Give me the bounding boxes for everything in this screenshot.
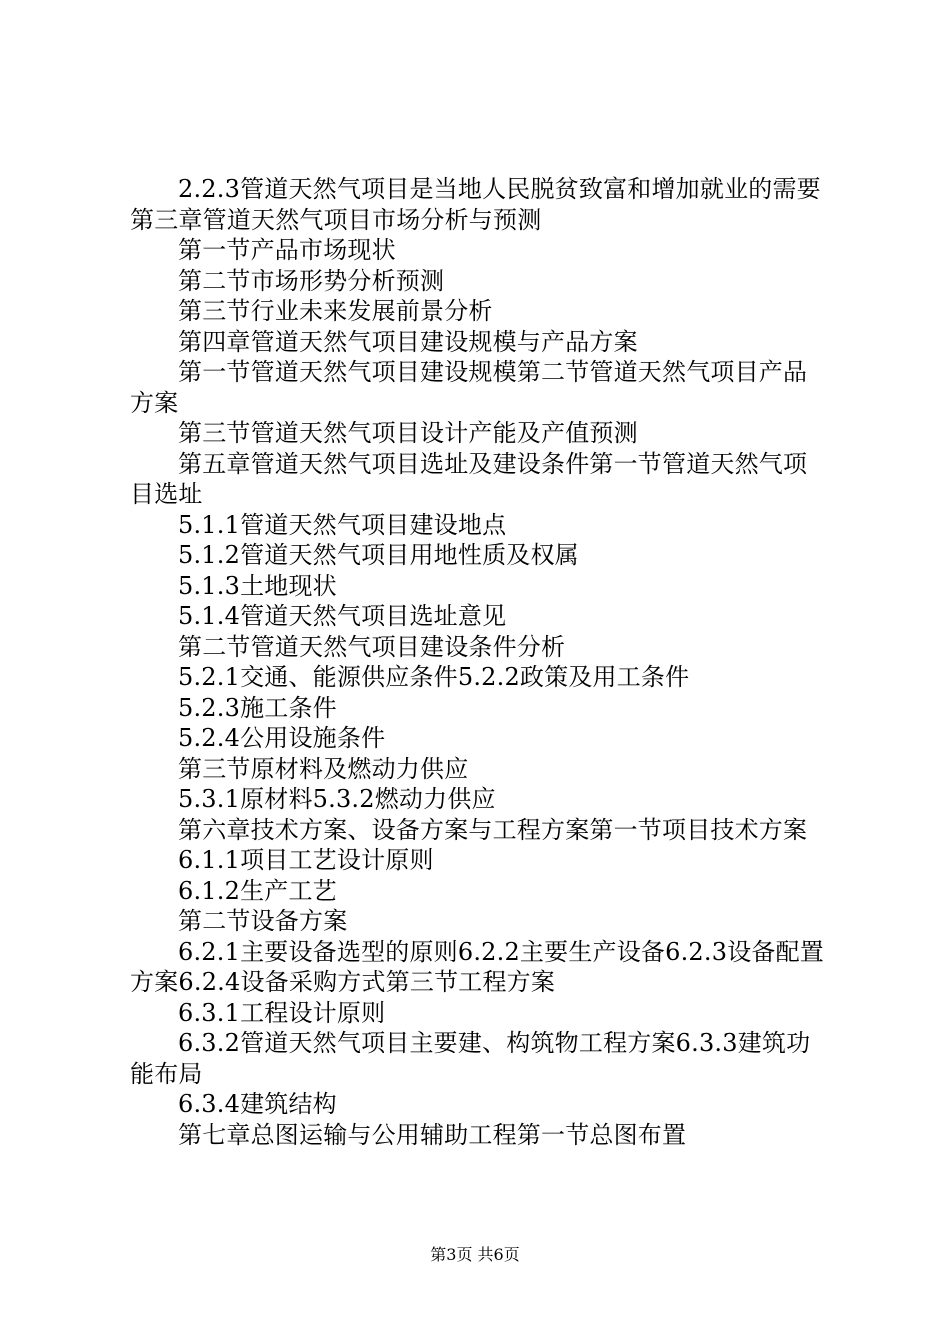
paragraph: 6.3.2管道天然气项目主要建、构筑物工程方案6.3.3建筑功能布局: [130, 1029, 811, 1088]
document-body: [130, 174, 830, 1150]
paragraph: 5.1.2管道天然气项目用地性质及权属: [178, 541, 579, 569]
paragraph: 第三节原材料及燃动力供应: [178, 754, 469, 783]
paragraph: 第一节产品市场现状: [178, 236, 396, 264]
paragraph: 5.2.4公用设施条件: [178, 724, 386, 752]
paragraph: 5.1.1管道天然气项目建设地点: [178, 510, 507, 539]
paragraph: 第二节设备方案: [178, 907, 348, 935]
paragraph: 5.1.3土地现状: [178, 571, 337, 600]
paragraph: 第六章技术方案、设备方案与工程方案第一节项目技术方案: [178, 815, 808, 844]
paragraph: 第一节管道天然气项目建设规模第二节管道天然气项目产品方案: [130, 358, 808, 417]
paragraph: 第二节市场形势分析预测: [178, 266, 445, 295]
paragraph: 第四章管道天然气项目建设规模与产品方案: [178, 327, 638, 356]
paragraph: 5.1.4管道天然气项目选址意见: [178, 602, 507, 630]
paragraph: 6.2.1主要设备选型的原则6.2.2主要生产设备6.2.3设备配置方案6.2.4设备采购方式第三节工程方案: [130, 937, 824, 996]
paragraph: 6.1.2生产工艺: [178, 876, 337, 905]
paragraph: 5.3.1原材料5.3.2燃动力供应: [178, 785, 496, 813]
paragraph: 第三节管道天然气项目设计产能及产值预测: [178, 419, 638, 447]
paragraph: 第七章总图运输与公用辅助工程第一节总图布置: [178, 1120, 687, 1149]
paragraph: 6.1.1项目工艺设计原则: [178, 846, 434, 874]
paragraph: 第二节管道天然气项目建设条件分析: [178, 632, 566, 661]
paragraph: 6.3.4建筑结构: [178, 1090, 337, 1118]
paragraph: 2.2.3管道天然气项目是当地人民脱贫致富和增加就业的需要第三章管道天然气项目市场分析与预测: [130, 175, 821, 234]
page-number-footer: 第3页 共6页: [430, 1245, 520, 1264]
paragraph: 5.2.3施工条件: [178, 693, 337, 722]
paragraph: 6.3.1工程设计原则: [178, 998, 386, 1027]
paragraph: 第五章管道天然气项目选址及建设条件第一节管道天然气项目选址: [130, 449, 808, 508]
paragraph: 5.2.1交通、能源供应条件5.2.2政策及用工条件: [178, 663, 690, 691]
paragraph: 第三节行业未来发展前景分析: [178, 297, 493, 325]
